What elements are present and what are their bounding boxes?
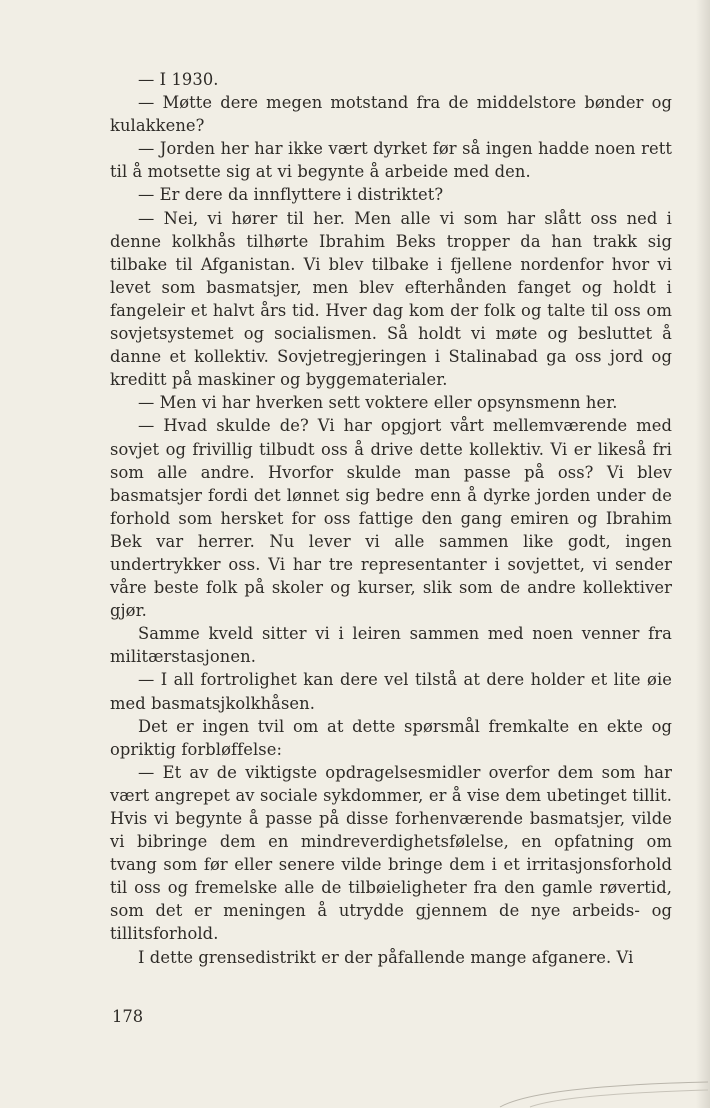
paragraph-9: — I all fortrolighet kan dere vel tilstå at dere holder et lite øie med basmatsjkolkhåsen. bbox=[110, 670, 672, 713]
paragraph-10: Det er ingen tvil om at dette spørsmål fremkalte en ekte og opriktig forbløffelse: bbox=[110, 716, 672, 759]
paragraph-6: — Men vi har hverken sett voktere eller opsynsmenn her. bbox=[138, 393, 618, 413]
paragraph-4: — Er dere da innflyttere i distriktet? bbox=[138, 185, 444, 205]
paragraph-1: — I 1930. bbox=[138, 70, 219, 89]
page-edge-shadow bbox=[696, 0, 710, 1108]
paragraph-5: — Nei, vi hører til her. Men alle vi som har slått oss ned i denne kolkhås tilhørte Ibrahim Beks tropper da han trakk sig tilbake til Afganistan. Vi blev tilbake i fjellene nordenfor hvor vi levet som basmatsjer, men blev efterhånden fanget og holdt i fangeleir et halvt års tid. Hver dag kom der folk og talte til oss om sovjetsystemet og socialismen. Så holdt vi møte og besluttet å danne et kollektiv. Sovjetregjeringen i Stalinabad ga oss jord og kreditt på maskiner og byggematerialer. bbox=[110, 208, 672, 390]
paragraph-12: I dette grensedistrikt er der påfallende mange afganere. Vi bbox=[138, 947, 634, 967]
body-text bbox=[110, 68, 672, 969]
paragraph-2: — Møtte dere megen motstand fra de middelstore bønder og kulakkene? bbox=[110, 93, 672, 136]
paragraph-11: — Et av de viktigste opdragelsesmidler overfor dem som har vært angrepet av sociale sykdommer, er å vise dem ubetinget tillit. Hvis vi begynte å passe på disse forhenværende basmatsjer, vilde vi bibringe dem en mindreverdighetsfølelse, en opfatning om tvang som før eller senere vilde bringe dem i et irritasjonsforhold til oss og fremelske alle de tilbøieligheter fra den gamle røvertid, som det er meningen å utrydde gjennem de nye arbeids- og tillitsforhold. bbox=[110, 762, 672, 944]
page-number: 178 bbox=[112, 1007, 144, 1026]
paragraph-7: — Hvad skulde de? Vi har opgjort vårt mellemværende med sovjet og frivillig tilbudt oss å drive dette kollektiv. Vi er likeså fri som alle andre. Hvorfor skulde man passe på oss? Vi blev basmatsjer fordi det lønnet sig bedre enn å dyrke jorden under de forhold som hersket for oss fattige den gang emiren og Ibrahim Bek var herrer. Nu lever vi alle sammen like godt, ingen undertrykker oss. Vi har tre representanter i sovjettet, vi sender våre beste folk på skoler og kurser, slik som de andre kollektiver gjør. bbox=[110, 416, 672, 621]
paragraph-3: — Jorden her har ikke vært dyrket før så ingen hadde noen rett til å motsette sig at vi begynte å arbeide med den. bbox=[110, 139, 672, 182]
page-curl-mark bbox=[470, 1060, 710, 1108]
paragraph-8: Samme kveld sitter vi i leiren sammen med noen venner fra militærstasjonen. bbox=[110, 624, 672, 667]
